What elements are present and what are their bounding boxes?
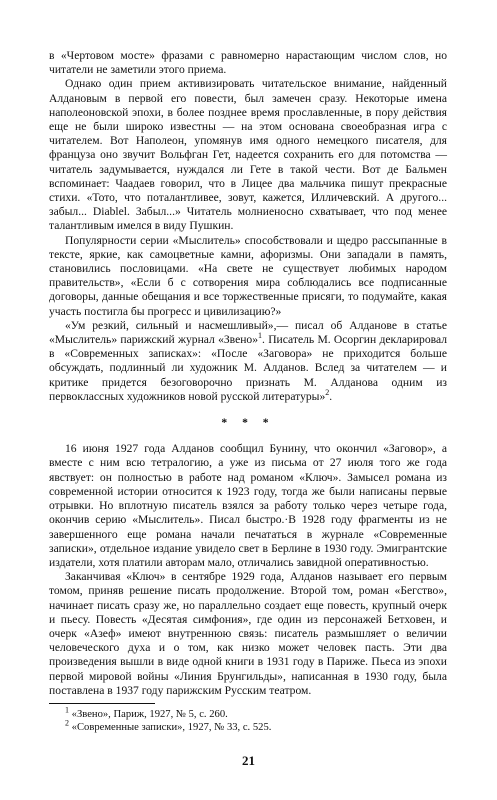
section-separator: * * * [221, 416, 275, 430]
footnote-number: 2 [65, 718, 69, 728]
paragraph: Однако один прием активизировать читательское внимание, найденный Алдановым в первой его повести, был замечен сразу. Некоторые имена наполеоновской эпохи, в более позднее время прославленные, в пору действия еще не были широко известны — на этом основана своеобразная игра с читателем. Вот Наполеон, упомянув имя одного немецкого писателя, для француза оно звучит Вольфган Гет, надеется сохранить его для потомства — читатель задумывается, нуждался ли Гете в такой чести. Вот де Бальмен вспоминает: Чаадаев говорил, что в Лицее два мальчика пишут прекрасные стихи. «Тото, что поталантливее, зовут, кажется, Илличевский. А другого... забыл... Diablel. Забыл...» Читатель молниеносно схватывает, что под менее талантливым имелся в виду Пушкин. [49, 77, 447, 233]
footnote-text: «Звено», Париж, 1927, № 5, с. 260. [71, 708, 228, 720]
paragraph-part: «Ум резкий, сильный и насмешливый»,— писал об Алданове в статье «Мыслитель» парижский журнал «Звено» [49, 318, 447, 347]
footnote-ref: 2 [325, 388, 330, 398]
footnote-ref: 1 [258, 331, 263, 341]
footnote [49, 705, 447, 721]
paragraph: Популярности серии «Мыслитель» способствовали и щедро рассыпанные в тексте, яркие, как самоцветные камни, афоризмы. Они западали в память, становились пословицами. «На свете не существует любимых народом правительств», «Если б с сотворения мира соблюдались все подписанные договоры, данные обещания и все торжественные присяги, то подумайте, какая участь постигла бы прогресс и цивилизацию?» [49, 233, 447, 318]
paragraph: 16 июня 1927 года Алданов сообщил Бунину, что окончил «Заговор», а вместе с ним всю тетралогию, а уже из письма от 27 июля того же года явствует: он полностью в работе над романом «Ключ». Замысел романа из современной истории относится к 1923 году, тогда же были написаны первые отрывки. Но вплотную писатель взялся за работу только через четыре года, окончив серию «Мыслитель». Писал быстро.·В 1928 году фрагменты из не завершенного еще романа начали печататься в журнале «Современные записки», отдельное издание увидело свет в Берлине в 1930 году. Эмигрантские издатели, хотя платили авторам мало, отличались завидной оперативностью. [49, 442, 447, 569]
page-number: 21 [242, 753, 255, 768]
paragraph-with-footnotes [49, 319, 447, 404]
paragraph-part: . [329, 389, 333, 403]
footnote [49, 718, 447, 734]
paragraph-part: . Писатель М. Осоргин декларировал в «Современных записках»: «После «Заговора» не приходится больше обсуждать, подлинный ли художник М. Алданов. Вслед за читателем — и критике придется безоговорочно признать М. Алданова одним из первоклассных художников новой русской литературы» [49, 333, 447, 403]
footnote-number: 1 [65, 705, 69, 715]
paragraph: в «Чертовом мосте» фразами с равномерно нарастающим числом слов, но читатели не заметили этого приема. [49, 49, 447, 77]
footnote-rule [49, 703, 155, 704]
paragraph: Заканчивая «Ключ» в сентябре 1929 года, Алданов называет его первым томом, приняв решение писать продолжение. Второй том, роман «Бегство», начинает писать сразу же, но параллельно создает еще повесть, крупный очерк и пьесу. Повесть «Десятая симфония», где один из персонажей Бетховен, и очерк «Азеф» имеют внутреннюю связь: писатель размышляет о величии человеческого духа и о том, как низко может человек пасть. Эти два произведения вышли в виде одной книги в 1931 году в Париже. Пьеса из эпохи первой мировой войны «Линия Брунгильды», написанная в 1930 году, была поставлена в 1937 году парижским Русским театром. [49, 570, 447, 697]
text-column [49, 49, 447, 734]
footnote-text: «Современные записки», 1927, № 33, с. 525. [71, 721, 272, 733]
